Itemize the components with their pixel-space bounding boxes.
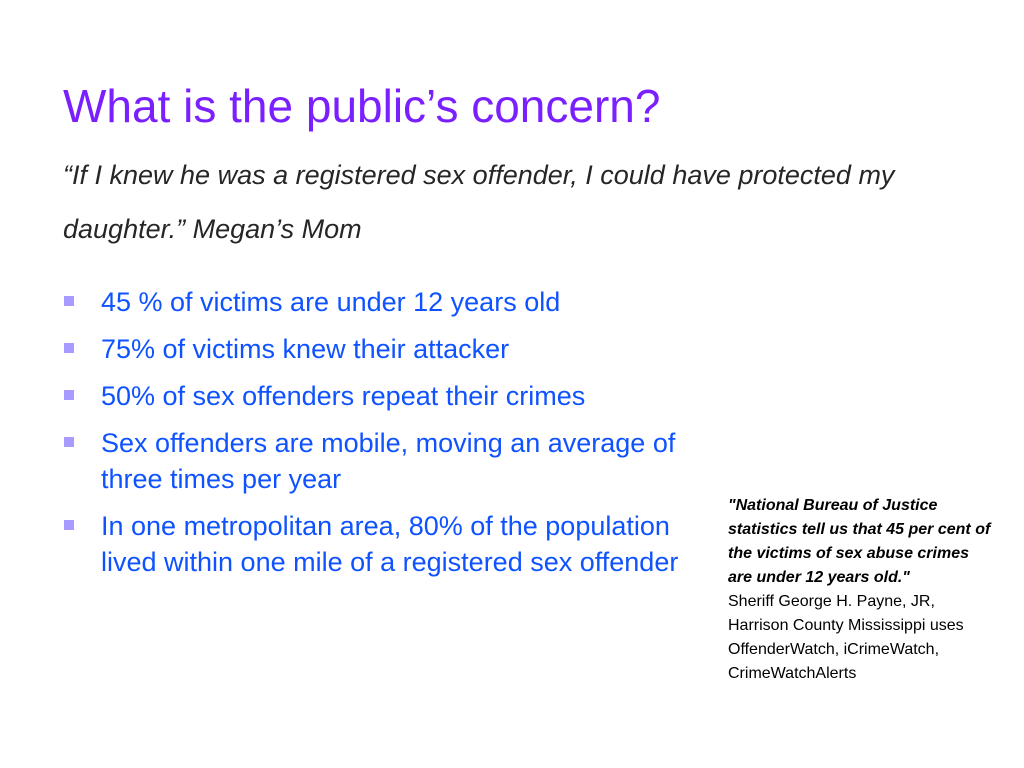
statistics-list xyxy=(63,284,703,591)
statistics-list-item-text: 50% of sex offenders repeat their crimes xyxy=(101,381,586,411)
quote-attribution: Sheriff George H. Payne, JR, Harrison County Mississippi uses OffenderWatch, iCrimeWatch, CrimeWatchAlerts xyxy=(728,593,964,682)
square-bullet-icon xyxy=(64,437,74,447)
statistics-list-item xyxy=(63,508,703,580)
sheriff-quote-box xyxy=(728,494,996,686)
statistics-list-item xyxy=(63,284,703,320)
statistics-list-item xyxy=(63,378,703,414)
statistics-list-item xyxy=(63,331,703,367)
square-bullet-icon xyxy=(64,520,74,530)
square-bullet-icon xyxy=(64,343,74,353)
square-bullet-icon xyxy=(64,390,74,400)
megans-mom-quote: “If I knew he was a registered sex offender, I could have protected my daughter.” Megan’s Mom xyxy=(63,160,895,244)
square-bullet-icon xyxy=(64,296,74,306)
slide-title: What is the public’s concern? xyxy=(63,80,661,132)
statistics-list-item-text: Sex offenders are mobile, moving an average of three times per year xyxy=(101,428,676,494)
statistics-list-item-text: 45 % of victims are under 12 years old xyxy=(101,287,561,317)
justice-statistics-quote: "National Bureau of Justice statistics tell us that 45 per cent of the victims of sex abuse crimes are under 12 years old." xyxy=(728,497,991,586)
statistics-list-item xyxy=(63,425,703,497)
statistics-list-item-text: In one metropolitan area, 80% of the population lived within one mile of a registered sex offender xyxy=(101,511,679,577)
statistics-list-item-text: 75% of victims knew their attacker xyxy=(101,334,510,364)
